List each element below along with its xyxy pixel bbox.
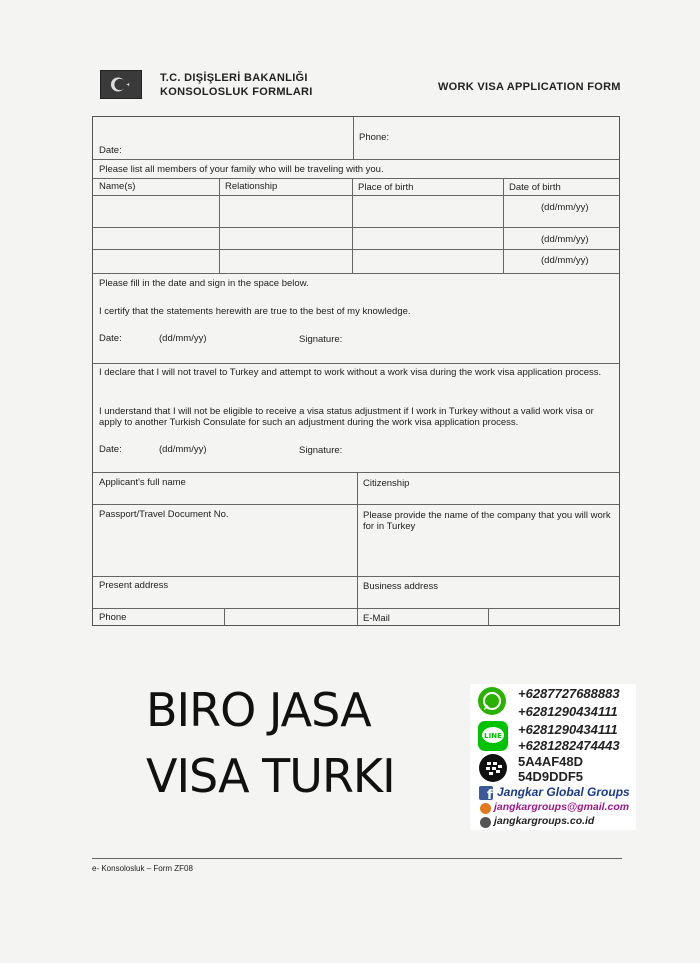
passport-field[interactable] xyxy=(93,505,356,575)
declare-statement: I declare that I will not travel to Turkey and attempt to work without a work visa during the work visa application process. xyxy=(99,367,602,378)
blackberry-messenger-icon xyxy=(479,754,507,782)
family-relationship-1[interactable] xyxy=(220,196,352,227)
decl-date-field[interactable]: (dd/mm/yy) xyxy=(159,444,207,455)
turkish-flag-icon xyxy=(100,70,142,99)
line-number-1[interactable]: +6281290434111 xyxy=(518,722,618,737)
svg-text:f: f xyxy=(487,788,493,800)
applicant-name-field[interactable] xyxy=(93,473,356,504)
banner-line-1: BIRO JASA xyxy=(146,683,371,737)
family-instruction: Please list all members of your family who will be traveling with you. xyxy=(99,164,384,175)
whatsapp-number-2[interactable]: +6281290434111 xyxy=(518,704,618,719)
business-address-field[interactable] xyxy=(358,577,619,608)
decl-date-label: Date: xyxy=(99,444,122,455)
passport-label: Passport/Travel Document No. xyxy=(99,509,229,520)
applicant-name-label: Applicant's full name xyxy=(99,477,186,488)
understand-statement: I understand that I will not be eligible to receive a visa status adjustment if I work in Turkey without a valid work visa or apply to another Turkish Consulate for such an adjustment during the work visa application process. xyxy=(99,406,594,428)
family-name-2[interactable] xyxy=(93,228,219,249)
email-field[interactable] xyxy=(489,609,619,625)
family-relationship-2[interactable] xyxy=(220,228,352,249)
present-address-label: Present address xyxy=(99,580,169,591)
contact-box xyxy=(470,684,636,830)
facebook-icon xyxy=(479,786,493,800)
phone-field[interactable] xyxy=(355,117,619,159)
dob-placeholder-1[interactable]: (dd/mm/yy) xyxy=(541,202,589,213)
facebook-name[interactable]: Jangkar Global Groups xyxy=(497,785,630,799)
ministry-line-1: T.C. DIŞİŞLERİ BAKANLIĞI xyxy=(160,72,308,84)
column-header-date-of-birth: Date of birth xyxy=(509,182,561,193)
ministry-heading xyxy=(160,71,313,99)
svg-text:LINE: LINE xyxy=(484,732,502,740)
contact-email[interactable]: jangkargroups@gmail.com xyxy=(494,801,630,813)
family-name-1[interactable] xyxy=(93,196,219,227)
column-header-place-of-birth: Place of birth xyxy=(358,182,414,193)
application-form xyxy=(92,116,620,626)
present-address-field[interactable] xyxy=(93,577,356,608)
family-relationship-3[interactable] xyxy=(220,250,352,272)
phone-label: Phone: xyxy=(359,132,390,143)
column-header-names: Name(s) xyxy=(99,181,136,192)
family-place-1[interactable] xyxy=(353,196,503,227)
phone-row-label: Phone xyxy=(99,612,127,623)
business-address-label: Business address xyxy=(363,581,438,592)
email-icon xyxy=(480,803,491,814)
fill-instruction: Please fill in the date and sign in the space below. xyxy=(99,278,309,289)
whatsapp-icon xyxy=(478,687,506,715)
footer-form-code: e- Konsolosluk – Form ZF08 xyxy=(92,864,193,873)
whatsapp-number-1[interactable]: +6287727688883 xyxy=(518,686,620,701)
contact-website[interactable]: jangkargroups.co.id xyxy=(494,815,595,827)
form-title: WORK VISA APPLICATION FORM xyxy=(438,81,621,93)
family-name-3[interactable] xyxy=(93,250,219,272)
cert-date-label: Date: xyxy=(99,333,122,344)
cert-signature-field[interactable] xyxy=(355,327,555,347)
cert-date-field[interactable]: (dd/mm/yy) xyxy=(159,333,207,344)
company-label: Please provide the name of the company that you will work for in Turkey xyxy=(363,510,611,532)
email-label: E-Mail xyxy=(363,613,390,624)
phone-row-field[interactable] xyxy=(225,609,356,625)
dob-placeholder-3[interactable]: (dd/mm/yy) xyxy=(541,255,589,266)
banner-title xyxy=(146,677,395,809)
citizenship-field[interactable] xyxy=(358,473,619,504)
family-place-3[interactable] xyxy=(353,250,503,272)
dob-placeholder-2[interactable]: (dd/mm/yy) xyxy=(541,234,589,245)
bbm-pin-2[interactable]: 54D9DDF5 xyxy=(518,769,584,784)
date-label: Date: xyxy=(99,145,122,156)
decl-signature-label: Signature: xyxy=(299,445,343,456)
decl-signature-field[interactable] xyxy=(355,439,555,459)
globe-icon xyxy=(480,817,491,828)
date-field[interactable] xyxy=(93,117,352,159)
certify-statement: I certify that the statements herewith are true to the best of my knowledge. xyxy=(99,306,411,317)
bbm-pin-1[interactable]: 5A4AF48D xyxy=(518,754,584,769)
line-app-icon xyxy=(478,721,508,751)
column-header-relationship: Relationship xyxy=(225,181,278,192)
family-place-2[interactable] xyxy=(353,228,503,249)
cert-signature-label: Signature: xyxy=(299,334,343,345)
company-field[interactable] xyxy=(358,505,619,575)
line-number-2[interactable]: +6281282474443 xyxy=(518,738,620,753)
citizenship-label: Citizenship xyxy=(363,478,410,489)
ministry-line-2: KONSOLOSLUK FORMLARI xyxy=(160,86,313,98)
footer-divider xyxy=(92,858,622,859)
banner-line-2: VISA TURKI xyxy=(146,749,395,803)
